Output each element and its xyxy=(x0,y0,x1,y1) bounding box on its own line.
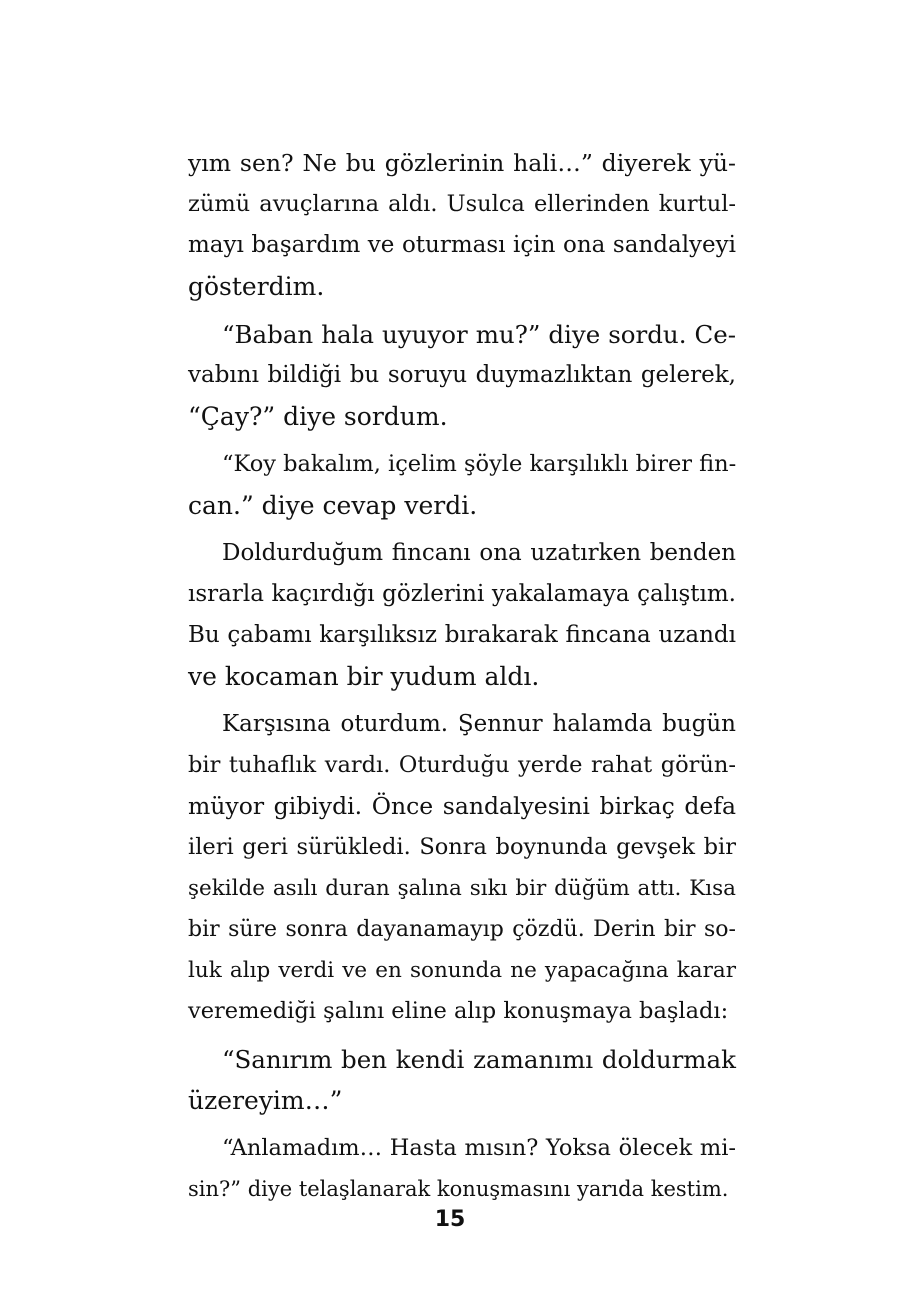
text-line: yım sen? Ne bu gözlerinin hali…” diyerek yü- xyxy=(188,149,736,177)
text-line: “Anlamadım… Hasta mısın? Yoksa ölecek mi- xyxy=(222,1135,736,1161)
text-line: bir tuhaflık vardı. Oturduğu yerde rahat görün- xyxy=(188,752,736,778)
text-line: mayı başardım ve oturması için ona sandalyeyi xyxy=(188,232,736,258)
text-line: luk alıp verdi ve en sonunda ne yapacağına karar xyxy=(188,958,736,983)
page-number: 15 xyxy=(434,1207,466,1232)
text-line: Bu çabamı karşılıksız bırakarak fincana uzandı xyxy=(188,622,736,648)
text-line: “Sanırım ben kendi zamanımı doldurmak xyxy=(222,1045,736,1074)
text-line: Doldurduğum fincanı ona uzatırken benden xyxy=(222,540,736,566)
text-line: Karşısına oturdum. Şennur halamda bugün xyxy=(222,711,736,737)
body-text xyxy=(188,143,736,1210)
text-line: şekilde asılı duran şalına sıkı bir düğüm attı. Kısa xyxy=(188,876,736,901)
text-line: ileri geri sürükledi. Sonra boynunda gevşek bir xyxy=(188,834,736,860)
text-line: “Koy bakalım, içelim şöyle karşılıklı birer fin- xyxy=(222,451,737,477)
text-line: sin?” diye telaşlanarak konuşmasını yarıda kestim. xyxy=(188,1177,729,1201)
text-line: müyor gibiydi. Önce sandalyesini birkaç defa xyxy=(188,792,736,820)
text-line: bir süre sonra dayanamayıp çözdü. Derin bir so- xyxy=(188,917,736,942)
text-line: ısrarla kaçırdığı gözlerini yakalamaya çalıştım. xyxy=(188,581,736,607)
text-line: can.” diye cevap verdi. xyxy=(188,491,478,520)
text-line: üzereyim…” xyxy=(188,1086,343,1115)
text-line: gösterdim. xyxy=(188,272,325,301)
text-line: “Baban hala uyuyor mu?” diye sordu. Ce- xyxy=(222,320,736,349)
text-line: zümü avuçlarına aldı. Usulca ellerinden kurtul- xyxy=(188,191,736,217)
text-line: veremediği şalını eline alıp konuşmaya başladı: xyxy=(188,998,729,1024)
text-line: vabını bildiği bu soruyu duymazlıktan gelerek, xyxy=(188,362,736,388)
text-line: “Çay?” diye sordum. xyxy=(188,402,448,431)
text-line: ve kocaman bir yudum aldı. xyxy=(188,662,540,691)
